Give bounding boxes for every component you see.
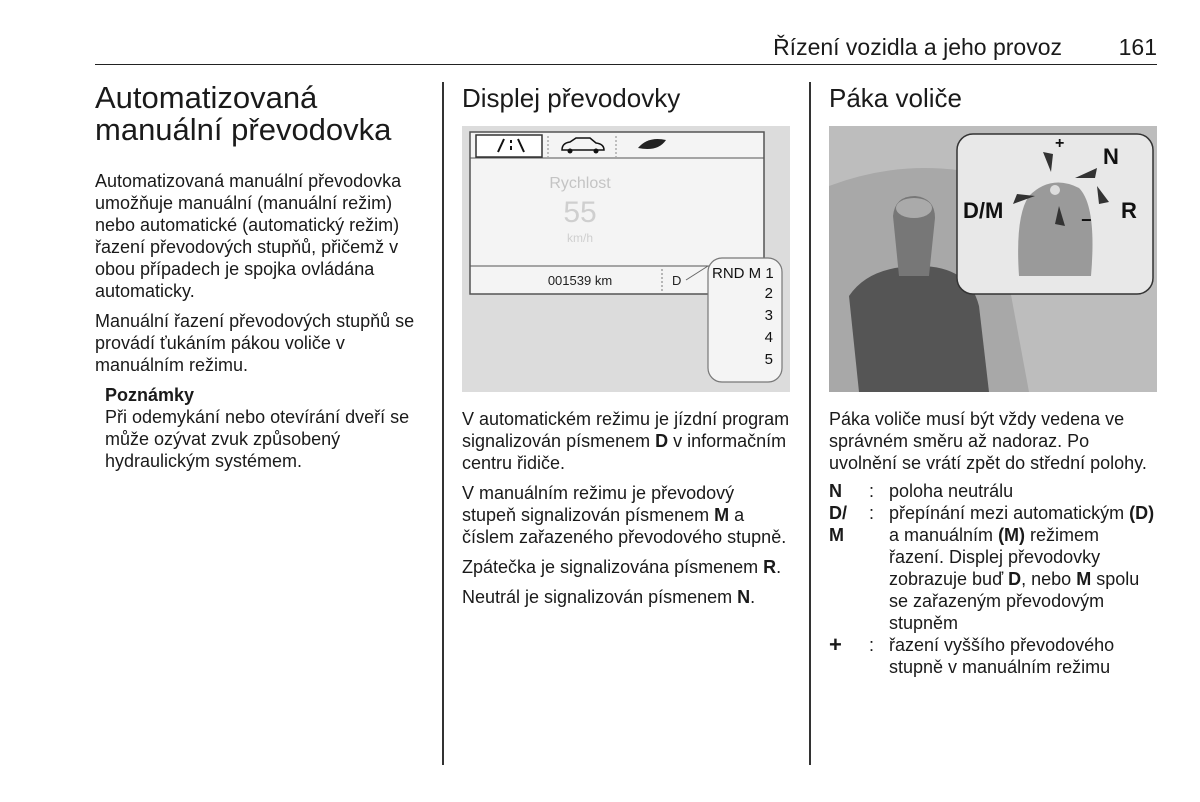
odometer: 001539 km [547, 273, 613, 288]
paragraph: Automatizovaná manuální převodovka umožňuje manuální (manuální režim) nebo automatické (automatický režim) řazení převodových stupňů, přičemž v obou případech je spojka ovládána automaticky. [95, 171, 402, 301]
text-run: Neutrál je signalizován písmenem [462, 587, 738, 607]
legend-key-part: M [829, 525, 844, 545]
text-run: přepínání mezi automatickým [889, 503, 1130, 523]
text-run: a číslem zařazeného převodového stupně. [462, 505, 787, 547]
legend-value [889, 502, 1159, 634]
text-run: R [763, 557, 777, 577]
text-run: režimem řazení. Displej převodovky zobrazuje buď [889, 525, 1101, 589]
section-title: Displej převodovky [462, 83, 681, 113]
column-divider [809, 82, 811, 765]
gear-indicator: D [672, 273, 682, 288]
text-run: V manuálním režimu je převodový stupeň signalizován písmenem [462, 483, 735, 525]
page-header [95, 34, 1157, 65]
dm-label: D/M [963, 198, 1004, 223]
callout-gears-head: RND M 1 [712, 265, 774, 282]
callout-gear: 4 [764, 329, 773, 346]
section-title: Páka voliče [829, 83, 962, 113]
legend-colon: : [869, 503, 875, 523]
text-run: . [750, 587, 756, 607]
text-run: spolu se zařazeným převodovým stupněm [889, 569, 1140, 633]
chapter-title: Řízení vozidla a jeho provoz [773, 34, 1062, 60]
speed-value: 55 [563, 196, 597, 229]
display-illustration [462, 126, 790, 392]
section-title-line: Automatizovaná [95, 80, 318, 115]
plus-icon: + [829, 632, 842, 657]
plus-label: + [1055, 135, 1065, 152]
column-1 [95, 82, 425, 472]
car-wheel [568, 149, 573, 154]
legend-value: řazení vyššího převodového stupně v manuálním režimu [889, 635, 1115, 677]
r-label: R [1121, 198, 1137, 223]
legend-key-part: D/ [829, 503, 847, 523]
section-title-line: manuální převodovka [95, 112, 392, 147]
knob-center [1050, 185, 1060, 195]
speed-label: Rychlost [549, 175, 611, 192]
text-run: M [1076, 569, 1092, 589]
column-divider [442, 82, 444, 765]
callout-gear: 3 [764, 307, 773, 324]
text-run: D [655, 431, 669, 451]
page-number: 161 [1118, 34, 1157, 60]
legend-row [829, 634, 1159, 678]
n-label: N [1103, 144, 1119, 169]
text-run: (D) [1129, 503, 1155, 523]
callout-gear: 5 [764, 351, 773, 368]
paragraph [462, 482, 792, 548]
car-wheel [594, 149, 599, 154]
section-title [95, 82, 425, 146]
display-figure [462, 126, 790, 392]
knob-top [896, 198, 932, 218]
legend-list [829, 480, 1159, 678]
legend-value: poloha neutrálu [889, 481, 1014, 501]
text-run: a manuálním [889, 525, 999, 545]
callout-gear: 2 [764, 285, 773, 302]
column-3 [829, 82, 1159, 678]
text-run: . [776, 557, 782, 577]
paragraph: Páka voliče musí být vždy vedena ve správném směru až nadoraz. Po uvolnění se vrátí zpět do střední polohy. [829, 409, 1147, 473]
text-run: V automatickém režimu je jízdní program signalizován písmenem [462, 409, 790, 451]
text-run: M [714, 505, 730, 525]
text-run: , nebo [1021, 569, 1077, 589]
legend-row [829, 502, 1159, 634]
paragraph [462, 556, 792, 578]
speed-unit: km/h [566, 231, 594, 245]
note-text: Při odemykání nebo otevírání dveří se může ozývat zvuk způsobený hydraulickým systémem. [105, 407, 410, 471]
lane-assist-icon [476, 135, 542, 157]
note-title: Poznámky [105, 385, 195, 405]
minus-label: − [1081, 210, 1092, 230]
text-run: D [1008, 569, 1022, 589]
text-run: Zpátečka je signalizována písmenem [462, 557, 764, 577]
column-2 [462, 82, 792, 608]
legend-key: N [829, 481, 842, 501]
paragraph [462, 408, 792, 474]
legend-row [829, 480, 1159, 502]
text-run: N [737, 587, 751, 607]
legend-colon: : [869, 481, 875, 501]
text-run: (M) [998, 525, 1026, 545]
selector-lever-figure [829, 126, 1157, 392]
paragraph [462, 586, 792, 608]
note-box [95, 384, 425, 472]
paragraph: Manuální řazení převodových stupňů se provádí ťukáním pákou voliče v manuálním režimu. [95, 311, 415, 375]
text-run: v informačním centru řidiče. [462, 431, 787, 473]
legend-key [829, 502, 869, 634]
lever-illustration [829, 126, 1157, 392]
legend-colon: : [869, 635, 875, 655]
